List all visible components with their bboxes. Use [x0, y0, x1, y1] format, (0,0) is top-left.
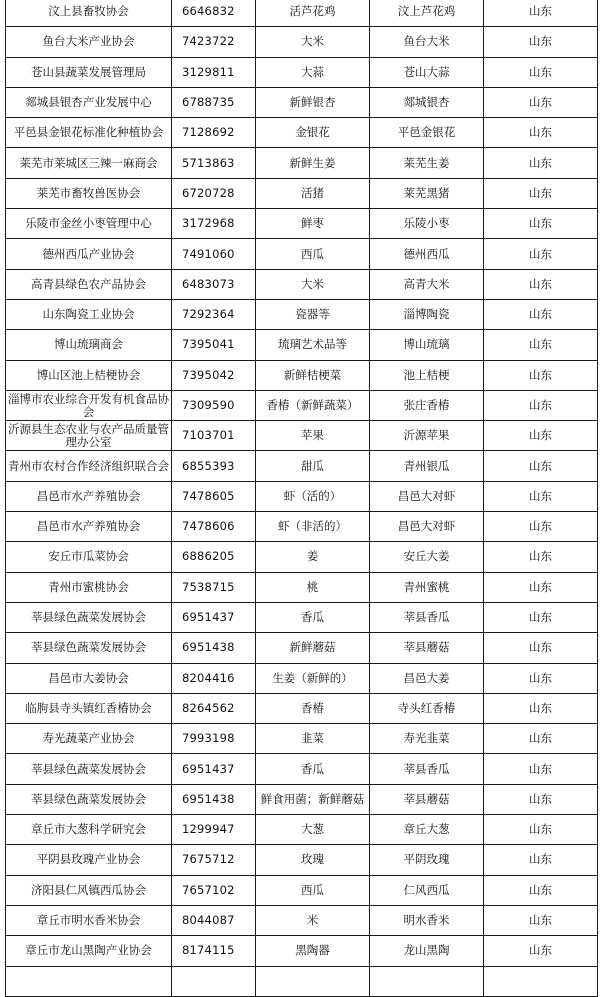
product-cell: 新鲜蘑菇 [256, 633, 370, 663]
registration-number-cell: 7128692 [172, 118, 256, 148]
registration-number-cell: 8264562 [172, 693, 256, 723]
applicant-cell: 山东陶瓷工业协会 [6, 299, 172, 329]
registration-number-cell: 7538715 [172, 572, 256, 602]
table-row [6, 390, 598, 420]
brand-name-cell: 郯城银杏 [370, 87, 484, 117]
province-cell: 山东 [484, 815, 598, 845]
province-cell: 山东 [484, 724, 598, 754]
table-row [6, 724, 598, 754]
registration-number-cell: 7395041 [172, 330, 256, 360]
brand-name-cell: 博山琉璃 [370, 330, 484, 360]
registration-number-cell: 6788735 [172, 87, 256, 117]
registration-number-cell: 7478605 [172, 481, 256, 511]
applicant-cell: 莘县绿色蔬菜发展协会 [6, 633, 172, 663]
product-cell: 大米 [256, 269, 370, 299]
province-cell: 山东 [484, 421, 598, 451]
brand-name-cell: 昌邑大对虾 [370, 512, 484, 542]
registration-table [5, 0, 598, 997]
table-row [6, 693, 598, 723]
brand-name-cell: 青州银瓜 [370, 451, 484, 481]
product-cell: 鲜食用菌；新鲜蘑菇 [256, 784, 370, 814]
table-row [6, 966, 598, 996]
table-row [6, 57, 598, 87]
product-cell: 新鲜桔梗菜 [256, 360, 370, 390]
applicant-cell: 莘县绿色蔬菜发展协会 [6, 784, 172, 814]
product-cell: 大葱 [256, 815, 370, 845]
table-row [6, 784, 598, 814]
brand-name-cell: 鱼台大米 [370, 27, 484, 57]
product-cell: 黑陶器 [256, 936, 370, 966]
province-cell: 山东 [484, 602, 598, 632]
registration-number-cell: 7395042 [172, 360, 256, 390]
applicant-cell: 昌邑市水产养殖协会 [6, 481, 172, 511]
province-cell: 山东 [484, 845, 598, 875]
registration-number-cell [172, 966, 256, 996]
table-row [6, 451, 598, 481]
province-cell: 山东 [484, 239, 598, 269]
product-cell: 苹果 [256, 421, 370, 451]
product-cell: 西瓜 [256, 239, 370, 269]
registration-number-cell: 8174115 [172, 936, 256, 966]
province-cell: 山东 [484, 481, 598, 511]
applicant-cell: 昌邑市大姜协会 [6, 663, 172, 693]
registration-number-cell: 7993198 [172, 724, 256, 754]
brand-name-cell: 昌邑大对虾 [370, 481, 484, 511]
product-cell: 姜 [256, 542, 370, 572]
applicant-cell: 临朐县寺头镇红香椿协会 [6, 693, 172, 723]
province-cell: 山东 [484, 693, 598, 723]
province-cell: 山东 [484, 633, 598, 663]
brand-name-cell: 莘县蘑菇 [370, 784, 484, 814]
province-cell: 山东 [484, 390, 598, 420]
product-cell: 甜瓜 [256, 451, 370, 481]
registration-number-cell: 7309590 [172, 390, 256, 420]
table-row [6, 512, 598, 542]
table-row [6, 299, 598, 329]
applicant-cell: 平阴县玫瑰产业协会 [6, 845, 172, 875]
product-cell: 虾（非活的） [256, 512, 370, 542]
applicant-cell: 昌邑市水产养殖协会 [6, 512, 172, 542]
applicant-cell: 苍山县蔬菜发展管理局 [6, 57, 172, 87]
brand-name-cell: 莱芜黑猪 [370, 178, 484, 208]
product-cell: 米 [256, 905, 370, 935]
applicant-cell: 高青县绿色农产品协会 [6, 269, 172, 299]
province-cell: 山东 [484, 118, 598, 148]
province-cell: 山东 [484, 269, 598, 299]
table-row [6, 27, 598, 57]
brand-name-cell: 寺头红香椿 [370, 693, 484, 723]
applicant-cell: 济阳县仁风镇西瓜协会 [6, 875, 172, 905]
province-cell: 山东 [484, 27, 598, 57]
applicant-cell [6, 966, 172, 996]
applicant-cell: 青州市蜜桃协会 [6, 572, 172, 602]
applicant-cell: 乐陵市金丝小枣管理中心 [6, 209, 172, 239]
applicant-cell: 沂源县生态农业与农产品质量管理办公室 [6, 421, 172, 451]
table-row [6, 875, 598, 905]
product-cell: 大米 [256, 27, 370, 57]
registration-number-cell: 6951438 [172, 784, 256, 814]
province-cell: 山东 [484, 57, 598, 87]
table-row [6, 905, 598, 935]
brand-name-cell: 苍山大蒜 [370, 57, 484, 87]
applicant-cell: 安丘市瓜菜协会 [6, 542, 172, 572]
table-row [6, 421, 598, 451]
table-row [6, 815, 598, 845]
province-cell: 山东 [484, 299, 598, 329]
applicant-cell: 汶上县畜牧协会 [6, 0, 172, 27]
registration-number-cell: 7292364 [172, 299, 256, 329]
registration-number-cell: 7491060 [172, 239, 256, 269]
product-cell: 香瓜 [256, 754, 370, 784]
brand-name-cell: 莘县香瓜 [370, 602, 484, 632]
registration-number-cell: 6951437 [172, 602, 256, 632]
registration-number-cell: 6720728 [172, 178, 256, 208]
brand-name-cell: 乐陵小枣 [370, 209, 484, 239]
brand-name-cell: 昌邑大姜 [370, 663, 484, 693]
brand-name-cell: 高青大米 [370, 269, 484, 299]
registration-number-cell: 3129811 [172, 57, 256, 87]
product-cell: 活芦花鸡 [256, 0, 370, 27]
product-cell: 桃 [256, 572, 370, 602]
registration-number-cell: 6951438 [172, 633, 256, 663]
table-row [6, 330, 598, 360]
product-cell: 生姜（新鲜的） [256, 663, 370, 693]
brand-name-cell: 沂源苹果 [370, 421, 484, 451]
product-cell: 新鲜银杏 [256, 87, 370, 117]
table-row [6, 0, 598, 27]
applicant-cell: 博山琉璃商会 [6, 330, 172, 360]
table-row [6, 572, 598, 602]
applicant-cell: 寿光蔬菜产业协会 [6, 724, 172, 754]
province-cell: 山东 [484, 754, 598, 784]
registration-number-cell: 6951437 [172, 754, 256, 784]
product-cell: 鲜枣 [256, 209, 370, 239]
product-cell: 玫瑰 [256, 845, 370, 875]
product-cell: 香椿 [256, 693, 370, 723]
province-cell: 山东 [484, 330, 598, 360]
province-cell: 山东 [484, 360, 598, 390]
product-cell: 金银花 [256, 118, 370, 148]
registration-number-cell: 7675712 [172, 845, 256, 875]
province-cell: 山东 [484, 87, 598, 117]
table-row [6, 178, 598, 208]
province-cell [484, 966, 598, 996]
applicant-cell: 莘县绿色蔬菜发展协会 [6, 754, 172, 784]
brand-name-cell: 汶上芦花鸡 [370, 0, 484, 27]
table-row [6, 542, 598, 572]
product-cell: 香椿（新鲜蔬菜） [256, 390, 370, 420]
product-cell: 韭菜 [256, 724, 370, 754]
brand-name-cell [370, 966, 484, 996]
applicant-cell: 德州西瓜产业协会 [6, 239, 172, 269]
table-row [6, 148, 598, 178]
product-cell: 新鲜生姜 [256, 148, 370, 178]
province-cell: 山东 [484, 663, 598, 693]
brand-name-cell: 明水香米 [370, 905, 484, 935]
table-row [6, 269, 598, 299]
table-row [6, 481, 598, 511]
brand-name-cell: 淄博陶瓷 [370, 299, 484, 329]
brand-name-cell: 龙山黑陶 [370, 936, 484, 966]
product-cell: 虾（活的） [256, 481, 370, 511]
province-cell: 山东 [484, 512, 598, 542]
applicant-cell: 章丘市大葱科学研究会 [6, 815, 172, 845]
table-row [6, 209, 598, 239]
registration-number-cell: 6886205 [172, 542, 256, 572]
applicant-cell: 莱芜市莱城区三辣一麻商会 [6, 148, 172, 178]
province-cell: 山东 [484, 936, 598, 966]
brand-name-cell: 池上桔梗 [370, 360, 484, 390]
table-row [6, 118, 598, 148]
product-cell: 琉璃艺术品等 [256, 330, 370, 360]
applicant-cell: 章丘市龙山黑陶产业协会 [6, 936, 172, 966]
applicant-cell: 章丘市明水香米协会 [6, 905, 172, 935]
registration-number-cell: 7657102 [172, 875, 256, 905]
registration-number-cell: 7478606 [172, 512, 256, 542]
applicant-cell: 莱芜市畜牧兽医协会 [6, 178, 172, 208]
applicant-cell: 莘县绿色蔬菜发展协会 [6, 602, 172, 632]
product-cell: 西瓜 [256, 875, 370, 905]
applicant-cell: 郯城县银杏产业发展中心 [6, 87, 172, 117]
table-row [6, 602, 598, 632]
table-row [6, 663, 598, 693]
province-cell: 山东 [484, 178, 598, 208]
product-cell [256, 966, 370, 996]
brand-name-cell: 莱芜生姜 [370, 148, 484, 178]
registration-number-cell: 8044087 [172, 905, 256, 935]
brand-name-cell: 张庄香椿 [370, 390, 484, 420]
province-cell: 山东 [484, 209, 598, 239]
brand-name-cell: 安丘大姜 [370, 542, 484, 572]
province-cell: 山东 [484, 875, 598, 905]
brand-name-cell: 平邑金银花 [370, 118, 484, 148]
applicant-cell: 鱼台大米产业协会 [6, 27, 172, 57]
applicant-cell: 博山区池上桔梗协会 [6, 360, 172, 390]
registration-number-cell: 6483073 [172, 269, 256, 299]
table-row [6, 239, 598, 269]
brand-name-cell: 莘县蘑菇 [370, 633, 484, 663]
product-cell: 活猪 [256, 178, 370, 208]
product-cell: 瓷器等 [256, 299, 370, 329]
registration-number-cell: 6855393 [172, 451, 256, 481]
table-row [6, 633, 598, 663]
table-row [6, 360, 598, 390]
brand-name-cell: 青州蜜桃 [370, 572, 484, 602]
brand-name-cell: 寿光韭菜 [370, 724, 484, 754]
applicant-cell: 淄博市农业综合开发有机食品协会 [6, 390, 172, 420]
registration-table-body [6, 0, 598, 996]
table-row [6, 845, 598, 875]
table-row [6, 754, 598, 784]
province-cell: 山东 [484, 0, 598, 27]
registration-number-cell: 1299947 [172, 815, 256, 845]
registration-number-cell: 3172968 [172, 209, 256, 239]
brand-name-cell: 平阴玫瑰 [370, 845, 484, 875]
registration-number-cell: 5713863 [172, 148, 256, 178]
province-cell: 山东 [484, 572, 598, 602]
registration-number-cell: 8204416 [172, 663, 256, 693]
brand-name-cell: 莘县香瓜 [370, 754, 484, 784]
province-cell: 山东 [484, 542, 598, 572]
province-cell: 山东 [484, 784, 598, 814]
table-row [6, 936, 598, 966]
province-cell: 山东 [484, 905, 598, 935]
applicant-cell: 平邑县金银花标准化种植协会 [6, 118, 172, 148]
brand-name-cell: 德州西瓜 [370, 239, 484, 269]
province-cell: 山东 [484, 451, 598, 481]
applicant-cell: 青州市农村合作经济组织联合会 [6, 451, 172, 481]
table-row [6, 87, 598, 117]
province-cell: 山东 [484, 148, 598, 178]
brand-name-cell: 仁风西瓜 [370, 875, 484, 905]
registration-number-cell: 6646832 [172, 0, 256, 27]
product-cell: 香瓜 [256, 602, 370, 632]
brand-name-cell: 章丘大葱 [370, 815, 484, 845]
registration-number-cell: 7103701 [172, 421, 256, 451]
registration-number-cell: 7423722 [172, 27, 256, 57]
product-cell: 大蒜 [256, 57, 370, 87]
